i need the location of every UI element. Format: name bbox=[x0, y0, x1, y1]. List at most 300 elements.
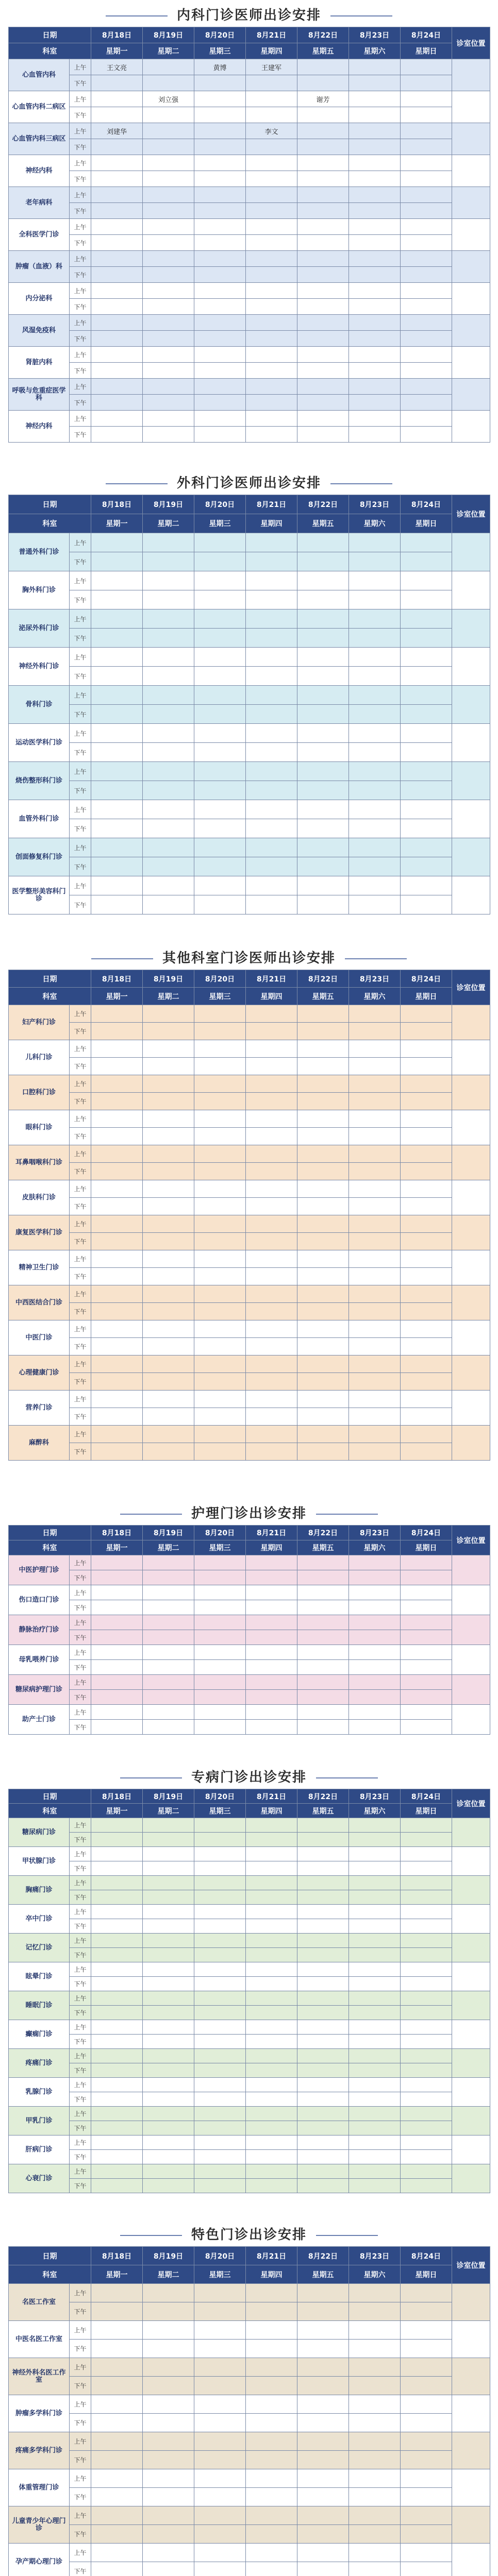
section-title bbox=[8, 2224, 490, 2246]
doctor-cell bbox=[246, 1934, 297, 1948]
doctor-cell bbox=[143, 724, 194, 743]
doctor-cell bbox=[91, 2049, 143, 2063]
table-row bbox=[9, 1285, 490, 1303]
doctor-cell bbox=[91, 1163, 143, 1180]
period-label: 下午 bbox=[70, 819, 91, 838]
dept-header: 科室 bbox=[9, 514, 91, 533]
doctor-cell bbox=[194, 91, 246, 107]
section-title-text: 外科门诊医师出诊安排 bbox=[176, 476, 321, 491]
dept-name: 静脉治疗门诊 bbox=[9, 1615, 70, 1645]
doctor-cell bbox=[246, 1250, 297, 1268]
table-row bbox=[9, 781, 490, 800]
table-row bbox=[9, 2321, 490, 2340]
doctor-cell bbox=[401, 2006, 452, 2020]
doctor-cell bbox=[143, 1040, 194, 1058]
doctor-cell bbox=[143, 876, 194, 895]
doctor-cell bbox=[194, 533, 246, 552]
doctor-cell bbox=[401, 1948, 452, 1962]
doctor-cell bbox=[143, 1705, 194, 1720]
doctor-cell bbox=[297, 2092, 349, 2107]
location-header: 诊室位置 bbox=[452, 495, 490, 533]
table-row bbox=[9, 1962, 490, 1977]
period-label: 下午 bbox=[70, 1303, 91, 1320]
doctor-cell bbox=[246, 1180, 297, 1198]
doctor-cell bbox=[401, 203, 452, 219]
dept-name: 甲状腺门诊 bbox=[9, 1847, 70, 1876]
doctor-cell bbox=[194, 427, 246, 443]
doctor-cell bbox=[194, 552, 246, 571]
doctor-cell bbox=[194, 411, 246, 427]
doctor-cell bbox=[349, 2006, 401, 2020]
doctor-cell bbox=[246, 2432, 297, 2451]
doctor-cell bbox=[194, 123, 246, 139]
weekday-header: 星期六 bbox=[349, 1804, 401, 1818]
doctor-cell bbox=[297, 1163, 349, 1180]
doctor-cell bbox=[143, 1355, 194, 1373]
doctor-cell bbox=[246, 1338, 297, 1355]
doctor-cell bbox=[91, 2395, 143, 2414]
date-header: 8月20日 bbox=[194, 970, 246, 988]
doctor-cell bbox=[91, 2506, 143, 2525]
doctor-cell bbox=[194, 1408, 246, 1426]
dept-name: 呼吸与危重症医学科 bbox=[9, 379, 70, 411]
doctor-cell bbox=[349, 629, 401, 648]
table-row bbox=[9, 1180, 490, 1198]
table-row bbox=[9, 590, 490, 609]
doctor-cell bbox=[246, 235, 297, 251]
doctor-cell bbox=[297, 411, 349, 427]
table-row bbox=[9, 2092, 490, 2107]
doctor-cell bbox=[401, 123, 452, 139]
doctor-cell bbox=[246, 2302, 297, 2321]
doctor-cell bbox=[143, 2302, 194, 2321]
period-label: 下午 bbox=[70, 1408, 91, 1426]
doctor-cell bbox=[143, 1443, 194, 1461]
doctor-cell bbox=[349, 1962, 401, 1977]
period-label: 下午 bbox=[70, 1919, 91, 1934]
doctor-cell bbox=[349, 1250, 401, 1268]
date-header: 8月24日 bbox=[401, 2247, 452, 2265]
doctor-cell bbox=[401, 876, 452, 895]
doctor-cell bbox=[143, 139, 194, 155]
doctor-cell bbox=[143, 800, 194, 819]
location-cell bbox=[452, 1962, 490, 1991]
doctor-cell bbox=[349, 2488, 401, 2506]
doctor-cell bbox=[194, 2395, 246, 2414]
table-row bbox=[9, 533, 490, 552]
doctor-cell bbox=[143, 2525, 194, 2544]
location-cell bbox=[452, 2284, 490, 2321]
table-row bbox=[9, 1905, 490, 1919]
period-label: 上午 bbox=[70, 1285, 91, 1303]
doctor-cell bbox=[297, 2284, 349, 2302]
period-label: 下午 bbox=[70, 331, 91, 347]
dept-header: 科室 bbox=[9, 988, 91, 1005]
doctor-cell bbox=[246, 1705, 297, 1720]
dept-name: 肾脏内科 bbox=[9, 347, 70, 379]
doctor-cell bbox=[401, 1660, 452, 1675]
doctor-cell bbox=[143, 2035, 194, 2049]
title-rule bbox=[106, 483, 168, 484]
table-row bbox=[9, 1040, 490, 1058]
doctor-cell bbox=[401, 2377, 452, 2395]
doctor-cell bbox=[91, 1128, 143, 1145]
doctor-cell bbox=[246, 2284, 297, 2302]
doctor-cell bbox=[194, 781, 246, 800]
period-label: 下午 bbox=[70, 2063, 91, 2078]
doctor-cell bbox=[91, 1630, 143, 1645]
doctor-cell bbox=[349, 2358, 401, 2377]
date-header: 8月22日 bbox=[297, 2247, 349, 2265]
doctor-cell bbox=[194, 1145, 246, 1163]
date-header: 8月19日 bbox=[143, 2247, 194, 2265]
table-row bbox=[9, 2506, 490, 2525]
doctor-cell bbox=[91, 267, 143, 283]
doctor-cell bbox=[349, 59, 401, 75]
doctor-cell bbox=[401, 1890, 452, 1905]
doctor-cell bbox=[349, 2340, 401, 2358]
doctor-cell bbox=[297, 2136, 349, 2150]
table-row bbox=[9, 2078, 490, 2092]
period-label: 上午 bbox=[70, 1905, 91, 1919]
table-row bbox=[9, 2544, 490, 2562]
doctor-cell bbox=[297, 1615, 349, 1630]
section-title bbox=[8, 1766, 490, 1789]
doctor-cell bbox=[401, 299, 452, 315]
doctor-cell bbox=[297, 2358, 349, 2377]
table-row bbox=[9, 2020, 490, 2035]
date-header: 8月22日 bbox=[297, 1789, 349, 1804]
dept-name: 胸外科门诊 bbox=[9, 571, 70, 609]
doctor-cell bbox=[91, 1075, 143, 1093]
doctor-cell bbox=[143, 762, 194, 781]
doctor-cell bbox=[143, 251, 194, 267]
doctor-cell bbox=[401, 219, 452, 235]
doctor-cell bbox=[297, 331, 349, 347]
doctor-cell bbox=[143, 363, 194, 379]
doctor-cell bbox=[194, 155, 246, 171]
doctor-cell bbox=[297, 2302, 349, 2321]
weekday-header: 星期二 bbox=[143, 1804, 194, 1818]
doctor-cell bbox=[246, 2395, 297, 2414]
period-label: 上午 bbox=[70, 123, 91, 139]
location-cell bbox=[452, 1585, 490, 1615]
weekday-header: 星期五 bbox=[297, 514, 349, 533]
weekday-header: 星期五 bbox=[297, 1540, 349, 1555]
table-row bbox=[9, 1977, 490, 1991]
dept-name: 泌尿外科门诊 bbox=[9, 609, 70, 648]
table-row bbox=[9, 299, 490, 315]
doctor-cell bbox=[143, 395, 194, 411]
table-row bbox=[9, 2302, 490, 2321]
weekday-header: 星期一 bbox=[91, 988, 143, 1005]
doctor-cell bbox=[194, 1198, 246, 1215]
doctor-cell bbox=[297, 2035, 349, 2049]
period-label: 上午 bbox=[70, 648, 91, 667]
period-label: 上午 bbox=[70, 251, 91, 267]
doctor-cell bbox=[246, 363, 297, 379]
doctor-cell bbox=[297, 2121, 349, 2136]
doctor-cell bbox=[349, 838, 401, 857]
doctor-cell bbox=[349, 781, 401, 800]
doctor-cell bbox=[349, 427, 401, 443]
location-cell bbox=[452, 411, 490, 443]
doctor-cell bbox=[194, 743, 246, 762]
doctor-cell bbox=[349, 2544, 401, 2562]
doctor-cell bbox=[297, 743, 349, 762]
doctor-cell bbox=[91, 1905, 143, 1919]
doctor-cell bbox=[143, 2179, 194, 2193]
doctor-cell bbox=[297, 2020, 349, 2035]
weekday-header: 星期三 bbox=[194, 2265, 246, 2284]
doctor-cell bbox=[401, 724, 452, 743]
doctor-cell bbox=[143, 203, 194, 219]
period-label: 上午 bbox=[70, 1934, 91, 1948]
location-cell bbox=[452, 2107, 490, 2136]
weekday-header: 星期一 bbox=[91, 1540, 143, 1555]
doctor-cell bbox=[349, 2451, 401, 2469]
doctor-cell bbox=[349, 1818, 401, 1833]
doctor-cell bbox=[401, 1876, 452, 1890]
doctor-cell bbox=[349, 1645, 401, 1660]
date-header: 8月19日 bbox=[143, 495, 194, 514]
dept-name: 心衰门诊 bbox=[9, 2164, 70, 2193]
doctor-cell bbox=[297, 1847, 349, 1861]
doctor-cell bbox=[194, 2164, 246, 2179]
doctor-cell bbox=[401, 187, 452, 203]
doctor-cell bbox=[401, 2020, 452, 2035]
doctor-cell bbox=[91, 1720, 143, 1735]
doctor-cell bbox=[91, 2562, 143, 2576]
doctor-cell bbox=[194, 2092, 246, 2107]
doctor-cell bbox=[297, 235, 349, 251]
period-label: 下午 bbox=[70, 857, 91, 876]
doctor-cell bbox=[297, 1675, 349, 1690]
doctor-cell bbox=[194, 1890, 246, 1905]
doctor-cell bbox=[297, 1934, 349, 1948]
section-title bbox=[8, 472, 490, 495]
doctor-cell bbox=[297, 762, 349, 781]
doctor-cell bbox=[246, 2078, 297, 2092]
doctor-cell bbox=[194, 1585, 246, 1600]
doctor-cell bbox=[246, 187, 297, 203]
doctor-cell bbox=[349, 571, 401, 590]
doctor-cell bbox=[91, 2020, 143, 2035]
schedule-table bbox=[8, 1789, 490, 2193]
doctor-cell bbox=[194, 1977, 246, 1991]
doctor-cell bbox=[401, 2092, 452, 2107]
doctor-cell bbox=[91, 1962, 143, 1977]
doctor-cell bbox=[91, 705, 143, 724]
doctor-cell bbox=[91, 609, 143, 629]
period-label: 上午 bbox=[70, 347, 91, 363]
doctor-cell bbox=[194, 1233, 246, 1250]
dept-name: 骨科门诊 bbox=[9, 686, 70, 724]
table-row bbox=[9, 315, 490, 331]
doctor-cell bbox=[297, 1705, 349, 1720]
doctor-cell bbox=[401, 139, 452, 155]
table-row bbox=[9, 1720, 490, 1735]
location-cell bbox=[452, 347, 490, 379]
dept-name: 神经内科 bbox=[9, 411, 70, 443]
doctor-cell bbox=[91, 629, 143, 648]
doctor-cell bbox=[91, 1110, 143, 1128]
doctor-cell bbox=[246, 2358, 297, 2377]
doctor-cell bbox=[194, 1991, 246, 2006]
doctor-cell bbox=[349, 1408, 401, 1426]
doctor-cell bbox=[297, 2395, 349, 2414]
doctor-cell bbox=[246, 1005, 297, 1023]
doctor-cell bbox=[297, 1303, 349, 1320]
doctor-cell bbox=[194, 1250, 246, 1268]
table-row bbox=[9, 552, 490, 571]
doctor-cell bbox=[91, 1198, 143, 1215]
doctor-cell bbox=[297, 2078, 349, 2092]
doctor-cell bbox=[401, 1690, 452, 1705]
table-row bbox=[9, 1876, 490, 1890]
doctor-cell bbox=[297, 1630, 349, 1645]
doctor-cell bbox=[143, 123, 194, 139]
doctor-cell bbox=[91, 1285, 143, 1303]
doctor-cell bbox=[194, 686, 246, 705]
period-label: 下午 bbox=[70, 107, 91, 123]
doctor-cell bbox=[143, 2020, 194, 2035]
doctor-cell bbox=[297, 251, 349, 267]
doctor-cell bbox=[349, 2302, 401, 2321]
doctor-cell bbox=[349, 299, 401, 315]
doctor-cell bbox=[349, 1934, 401, 1948]
doctor-cell bbox=[143, 1075, 194, 1093]
doctor-cell bbox=[194, 1320, 246, 1338]
doctor-cell bbox=[246, 1426, 297, 1443]
period-label: 上午 bbox=[70, 2358, 91, 2377]
dept-name: 医学整形美容科门诊 bbox=[9, 876, 70, 914]
date-header: 8月18日 bbox=[91, 495, 143, 514]
doctor-cell bbox=[91, 1919, 143, 1934]
period-label: 上午 bbox=[70, 1180, 91, 1198]
doctor-cell bbox=[246, 2340, 297, 2358]
doctor-cell bbox=[246, 1555, 297, 1570]
period-label: 下午 bbox=[70, 629, 91, 648]
doctor-cell bbox=[143, 1555, 194, 1570]
doctor-cell bbox=[349, 363, 401, 379]
weekday-header: 星期五 bbox=[297, 1804, 349, 1818]
doctor-cell bbox=[143, 781, 194, 800]
period-label: 上午 bbox=[70, 2469, 91, 2488]
location-cell bbox=[452, 2321, 490, 2358]
doctor-cell bbox=[194, 705, 246, 724]
doctor-cell bbox=[401, 1023, 452, 1040]
doctor-cell bbox=[401, 838, 452, 857]
dept-name: 心血管内科 bbox=[9, 59, 70, 91]
doctor-cell bbox=[297, 347, 349, 363]
weekday-header: 星期四 bbox=[246, 988, 297, 1005]
table-row bbox=[9, 1570, 490, 1585]
doctor-cell bbox=[143, 1128, 194, 1145]
dept-name: 肝病门诊 bbox=[9, 2136, 70, 2164]
doctor-cell bbox=[349, 2020, 401, 2035]
doctor-cell bbox=[143, 2049, 194, 2063]
period-label: 下午 bbox=[70, 2562, 91, 2576]
dept-name: 糖尿病护理门诊 bbox=[9, 1675, 70, 1705]
location-cell bbox=[452, 1991, 490, 2020]
doctor-cell bbox=[246, 2525, 297, 2544]
doctor-cell bbox=[194, 299, 246, 315]
doctor-cell bbox=[349, 1023, 401, 1040]
doctor-cell bbox=[246, 267, 297, 283]
doctor-cell bbox=[246, 1962, 297, 1977]
section-title-text: 其他科室门诊医师出诊安排 bbox=[162, 951, 336, 966]
period-label: 下午 bbox=[70, 2414, 91, 2432]
doctor-cell bbox=[349, 155, 401, 171]
doctor-cell bbox=[194, 2488, 246, 2506]
doctor-cell bbox=[91, 1876, 143, 1890]
doctor-cell bbox=[401, 1443, 452, 1461]
doctor-cell bbox=[194, 1005, 246, 1023]
table-row bbox=[9, 2358, 490, 2377]
date-header: 8月22日 bbox=[297, 1526, 349, 1540]
doctor-cell bbox=[297, 1215, 349, 1233]
doctor-cell bbox=[91, 299, 143, 315]
table-row bbox=[9, 1128, 490, 1145]
doctor-cell bbox=[91, 724, 143, 743]
doctor-cell bbox=[297, 1110, 349, 1128]
doctor-cell bbox=[349, 1905, 401, 1919]
doctor-cell bbox=[297, 2414, 349, 2432]
doctor-cell bbox=[91, 219, 143, 235]
doctor-cell bbox=[297, 1023, 349, 1040]
period-label: 下午 bbox=[70, 1630, 91, 1645]
period-label: 上午 bbox=[70, 1645, 91, 1660]
doctor-cell bbox=[143, 427, 194, 443]
table-row bbox=[9, 2525, 490, 2544]
date-header: 8月19日 bbox=[143, 1526, 194, 1540]
doctor-cell bbox=[91, 1600, 143, 1615]
doctor-cell bbox=[297, 1285, 349, 1303]
doctor-cell bbox=[194, 315, 246, 331]
dept-name: 麻醉科 bbox=[9, 1426, 70, 1461]
doctor-cell bbox=[91, 75, 143, 91]
doctor-cell bbox=[194, 1303, 246, 1320]
doctor-cell bbox=[194, 2358, 246, 2377]
location-cell bbox=[452, 379, 490, 411]
doctor-cell bbox=[246, 609, 297, 629]
location-cell bbox=[452, 187, 490, 219]
schedule-section bbox=[8, 2224, 490, 2576]
doctor-cell bbox=[246, 1058, 297, 1075]
location-cell bbox=[452, 1876, 490, 1905]
doctor-cell bbox=[194, 331, 246, 347]
doctor-cell bbox=[349, 315, 401, 331]
doctor-cell bbox=[143, 743, 194, 762]
title-rule bbox=[316, 1514, 378, 1515]
doctor-cell bbox=[246, 648, 297, 667]
table-row bbox=[9, 1250, 490, 1268]
doctor-cell bbox=[246, 171, 297, 187]
doctor-cell bbox=[349, 171, 401, 187]
location-header: 诊室位置 bbox=[452, 1789, 490, 1818]
doctor-cell bbox=[401, 590, 452, 609]
weekday-header: 星期一 bbox=[91, 514, 143, 533]
doctor-cell bbox=[349, 267, 401, 283]
table-row bbox=[9, 411, 490, 427]
doctor-cell bbox=[194, 2136, 246, 2150]
doctor-cell bbox=[143, 1285, 194, 1303]
doctor-cell bbox=[401, 1705, 452, 1720]
doctor-cell bbox=[143, 533, 194, 552]
doctor-cell bbox=[349, 800, 401, 819]
weekday-header: 星期四 bbox=[246, 1804, 297, 1818]
